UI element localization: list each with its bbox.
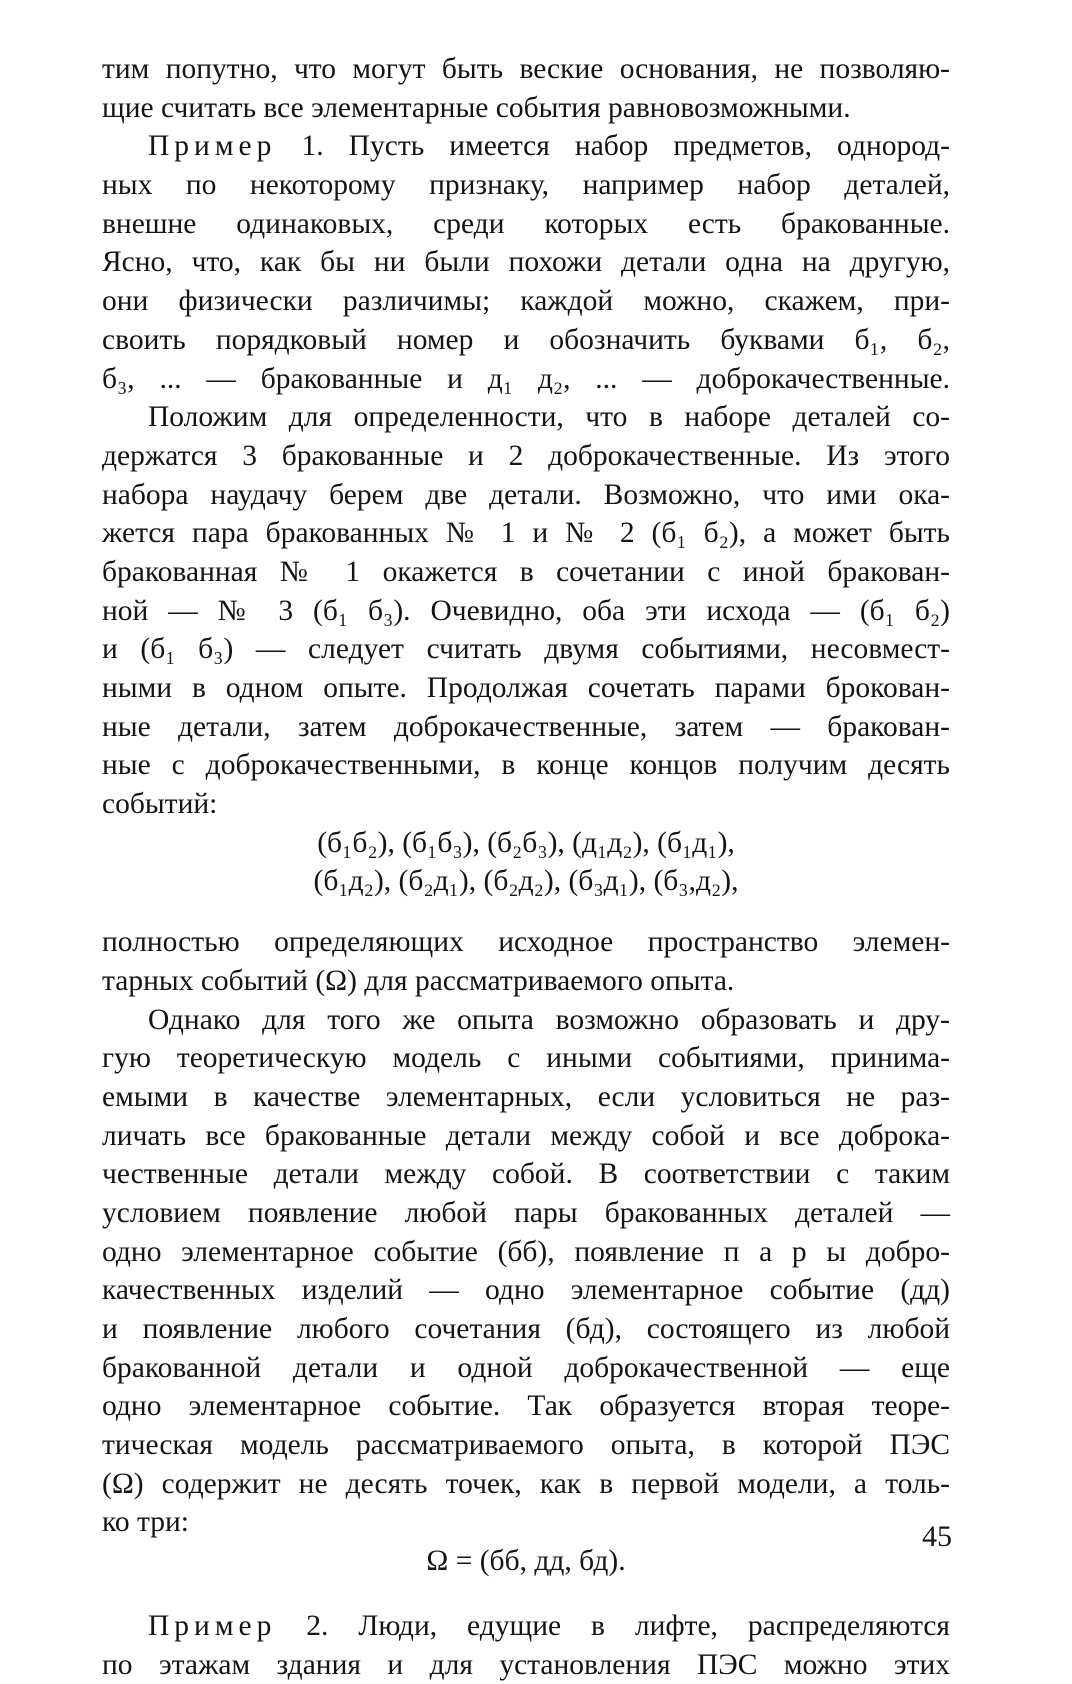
formula-line: (б₁б₂), (б₁б₃), (б₂б₃), (д₁д₂), (б₁д₁), — [102, 824, 950, 863]
omega-formula — [102, 1542, 950, 1581]
text-line: ные с доброкачественными, в конце концов получим десять — [102, 746, 950, 785]
events-formula — [102, 824, 950, 901]
text-line: ко три: — [102, 1503, 950, 1542]
text-line: Положим для определенности, что в наборе деталей со- — [102, 398, 950, 437]
page-number: 45 — [922, 1520, 952, 1554]
text-line: жется пара бракованных № 1 и № 2 (б₁ б₂), а может быть — [102, 514, 950, 553]
text-line: внешне одинаковых, среди которых есть бракованные. — [102, 205, 950, 244]
text-line: одно элементарное событие (бб), появление п а р ы добро- — [102, 1233, 950, 1272]
book-page-text — [102, 50, 950, 1684]
formula-line: Ω = (бб, дд, бд). — [102, 1542, 950, 1581]
text-line: они физически различимы; каждой можно, скажем, при- — [102, 282, 950, 321]
text-line: и появление любого сочетания (бд), состоящего из любой — [102, 1310, 950, 1349]
formula-line: (б₁д₂), (б₂д₁), (б₂д₂), (б₃д₁), (б₃,д₂), — [102, 862, 950, 901]
text-line: полностью определяющих исходное пространство элемен- — [102, 923, 950, 962]
text-line: тим попутно, что могут быть веские основания, не позволяю- — [102, 50, 950, 89]
text-line: держатся 3 бракованные и 2 доброкачественные. Из этого — [102, 437, 950, 476]
text-line: тарных событий (Ω) для рассматриваемого опыта. — [102, 962, 950, 1001]
text-line: ных по некоторому признаку, например набор деталей, — [102, 166, 950, 205]
text-line: (Ω) содержит не десять точек, как в первой модели, а толь- — [102, 1465, 950, 1504]
text-line: качественных изделий — одно элементарное событие (дд) — [102, 1271, 950, 1310]
text-line: тическая модель рассматриваемого опыта, в которой ПЭС — [102, 1426, 950, 1465]
example-1-label: Пример — [148, 130, 276, 162]
text-line: б₃, ... — бракованные и д₁ д₂, ... — доброкачественные. — [102, 360, 950, 399]
text-line: ной — № 3 (б₁ б₃). Очевидно, оба эти исхода — (б₁ б₂) — [102, 592, 950, 631]
text-line: гую теоретическую модель с иными событиями, принима- — [102, 1039, 950, 1078]
text-line: бракованной детали и одной доброкачественной — еще — [102, 1349, 950, 1388]
text-line: по этажам здания и для установления ПЭС можно этих — [102, 1646, 950, 1684]
text-line: Однако для того же опыта возможно образовать и дру- — [102, 1001, 950, 1040]
text-line: Ясно, что, как бы ни были похожи детали одна на другую, — [102, 243, 950, 282]
example-2-label: Пример — [148, 1610, 276, 1642]
text-line: емыми в качестве элементарных, если условиться не раз- — [102, 1078, 950, 1117]
example-2-text: 2. Люди, едущие в лифте, распределяются — [276, 1610, 950, 1642]
example-1-heading-line — [102, 127, 950, 166]
text-line: одно элементарное событие. Так образуется вторая теоре- — [102, 1387, 950, 1426]
text-line: ные детали, затем доброкачественные, затем — бракован- — [102, 708, 950, 747]
text-line: ными в одном опыте. Продолжая сочетать парами брокован- — [102, 669, 950, 708]
example-1-text: 1. Пусть имеется набор предметов, однород- — [276, 130, 950, 162]
text-line: щие считать все элементарные события равновозможными. — [102, 89, 950, 128]
text-line: и (б₁ б₃) — следует считать двумя событиями, несовмест- — [102, 630, 950, 669]
example-2-heading-line — [102, 1607, 950, 1646]
text-line: чественные детали между собой. В соответствии с таким — [102, 1155, 950, 1194]
text-line: условием появление любой пары бракованных деталей — — [102, 1194, 950, 1233]
text-line: бракованная № 1 окажется в сочетании с иной бракован- — [102, 553, 950, 592]
text-line: набора наудачу берем две детали. Возможно, что ими ока- — [102, 476, 950, 515]
text-line: личать все бракованные детали между собой и все доброка- — [102, 1117, 950, 1156]
text-line: событий: — [102, 785, 950, 824]
text-line: своить порядковый номер и обозначить буквами б₁, б₂, — [102, 321, 950, 360]
